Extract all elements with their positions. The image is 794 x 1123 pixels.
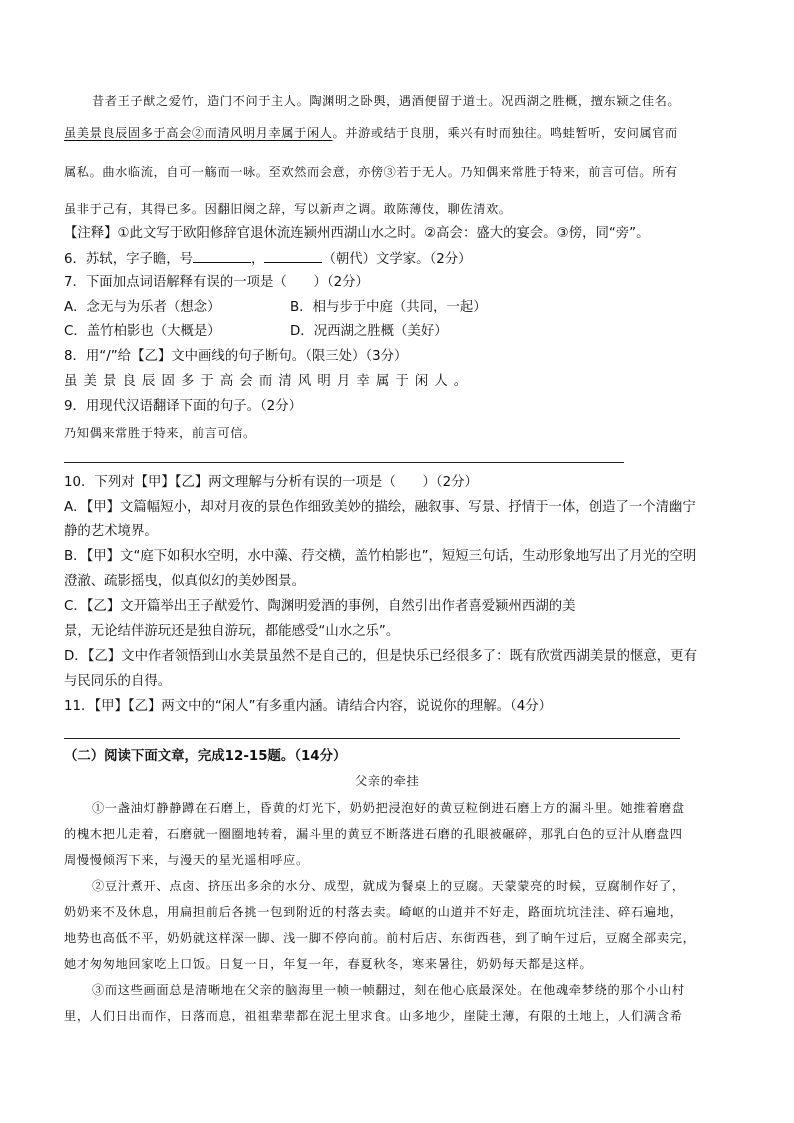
- question-7: 7．下面加点词语解释有误的一项是（ ）（2分）: [64, 275, 369, 290]
- answer-line[interactable]: [64, 738, 680, 739]
- q6-suffix: （朝代）文学家。（2分）: [322, 252, 472, 267]
- answer-blank[interactable]: [264, 248, 322, 263]
- story-title: 父亲的牵挂: [355, 774, 420, 788]
- underlined-sentence: 虽美景良辰固多于高会②而清风明月幸属于闲人: [64, 126, 333, 140]
- q10-option-a-cont: 静的艺术境界。: [64, 524, 158, 539]
- q7-option-a[interactable]: A．念无与为乐者（想念）: [64, 300, 221, 315]
- answer-line[interactable]: [64, 462, 624, 463]
- story-paragraph-line: ②豆汁煮开、点卤、挤压出多余的水分、成型，就成为餐桌上的豆腐。天蒙蒙亮的时候，豆腐制作好了，: [92, 879, 685, 893]
- q10-option-d[interactable]: D．【乙】文中作者领悟到山水美景虽然不是自己的，但是快乐已经很多了：既有欣赏西湖美景的惬意，更有: [64, 649, 697, 664]
- section-heading: （二）阅读下面文章，完成12-15题。（14分）: [64, 749, 347, 764]
- question-6: [64, 248, 472, 270]
- passage-line: 昔者王子猷之爱竹，造门不问于主人。陶渊明之卧舆，遇酒便留于道士。况西湖之胜概，擅东颍之佳名。: [92, 94, 681, 108]
- story-paragraph-line: 她才匆匆地回家吃上口饭。日复一日，年复一年，春夏秋冬，寒来暑往，奶奶每天都是这样。: [64, 957, 593, 971]
- story-paragraph-line: 地势也高低不平，奶奶就这样深一脚、浅一脚不停向前。前村后店、东街西巷，到了晌午过后，豆腐全部卖完，: [64, 931, 696, 945]
- q6-prefix: 6．苏轼，字子瞻，号: [64, 252, 194, 267]
- q9-sentence: 乃知偶来常胜于特来，前言可信。: [64, 426, 256, 440]
- story-paragraph-line: 的槐木把儿走着，石磨就一圈圈地转着，漏斗里的黄豆不断落进石磨的孔眼被碾碎，那乳白色的豆汁从磨盘四: [64, 827, 683, 841]
- question-9: 9．用现代汉语翻译下面的句子。（2分）: [64, 399, 302, 414]
- passage-line-rest: 。并游或结于良朋，乘兴有时而独往。鸣蛙暂听，安问属官而: [332, 126, 678, 140]
- question-10: 10．下列对【甲】【乙】两文理解与分析有误的一项是（ ）（2分）: [64, 475, 478, 490]
- q10-option-b[interactable]: B．【甲】文“庭下如积水空明，水中藻、荇交横，盖竹柏影也”，短短三句话，生动形象地写出了月光的空明: [64, 549, 697, 564]
- question-11: 11．【甲】【乙】两文中的“闲人”有多重内涵。请结合内容，说说你的理解。（4分）: [64, 699, 553, 714]
- q6-middle: ，: [251, 252, 265, 267]
- story-paragraph-line: ③而这些画面总是清晰地在父亲的脑海里一帧一帧翻过，刻在他心底最深处。在他魂牵梦绕的那个小山村: [92, 983, 685, 997]
- passage-line: [64, 123, 678, 143]
- q10-option-c-cont: 景，无论结伴游玩还是独自游玩，都能感受“山水之乐”。: [64, 624, 400, 639]
- answer-blank[interactable]: [193, 248, 251, 263]
- q10-option-d-cont: 与民同乐的自得。: [64, 674, 172, 689]
- story-paragraph-line: ①一盏油灯静静蹲在石磨上，昏黄的灯光下，奶奶把浸泡好的黄豆粒倒进石磨上方的漏斗里。她推着磨盘: [92, 801, 685, 815]
- q7-option-b[interactable]: B．相与步于中庭（共同，一起）: [290, 300, 487, 315]
- story-paragraph-line: 周慢慢倾泻下来，与漫天的星光遥相呼应。: [64, 853, 309, 867]
- q7-option-c[interactable]: C．盖竹柏影也（大概是）: [64, 324, 221, 339]
- q10-option-b-cont: 澄澈、疏影摇曳，似真似幻的美妙图景。: [64, 574, 306, 589]
- story-paragraph-line: 奶奶来不及休息，用扁担前后各挑一包到附近的村落去卖。崎岖的山道并不好走，路面坑坑洼洼、碎石遍地，: [64, 905, 683, 919]
- question-8: 8．用“/”给【乙】文中画线的句子断句。（限三处）（3分）: [64, 349, 408, 364]
- q10-option-c[interactable]: C．【乙】文开篇举出王子猷爱竹、陶渊明爱酒的事例，自然引出作者喜爱颍州西湖的美: [64, 599, 576, 614]
- q10-option-a[interactable]: A．【甲】文篇幅短小，却对月夜的景色作细致美妙的描绘，融叙事、写景、抒情于一体，创造了一个清幽宁: [64, 500, 696, 515]
- q7-option-d[interactable]: D．况西湖之胜概（美好）: [290, 324, 448, 339]
- passage-line: 属私。曲水临流，自可一觞而一咏。至欢然而会意，亦傍③若于无人。乃知偶来常胜于特来，前言可信。所有: [64, 165, 678, 179]
- annotation: 【注释】①此文写于欧阳修辞官退休流连颍州西湖山水之时。②高会：盛大的宴会。③傍，同“旁”。: [64, 226, 650, 241]
- q8-sentence: 虽美景良辰固多于高会而清风明月幸属于闲人。: [64, 374, 474, 389]
- passage-line: 虽非于己有，其得已多。因翻旧阕之辞，写以新声之调。敢陈薄伎，聊佐清欢。: [64, 202, 512, 216]
- story-paragraph-line: 里，人们日出而作，日落而息，祖祖辈辈都在泥土里求食。山多地少，崖陡土薄，有限的土地上，人们满含希: [64, 1009, 683, 1023]
